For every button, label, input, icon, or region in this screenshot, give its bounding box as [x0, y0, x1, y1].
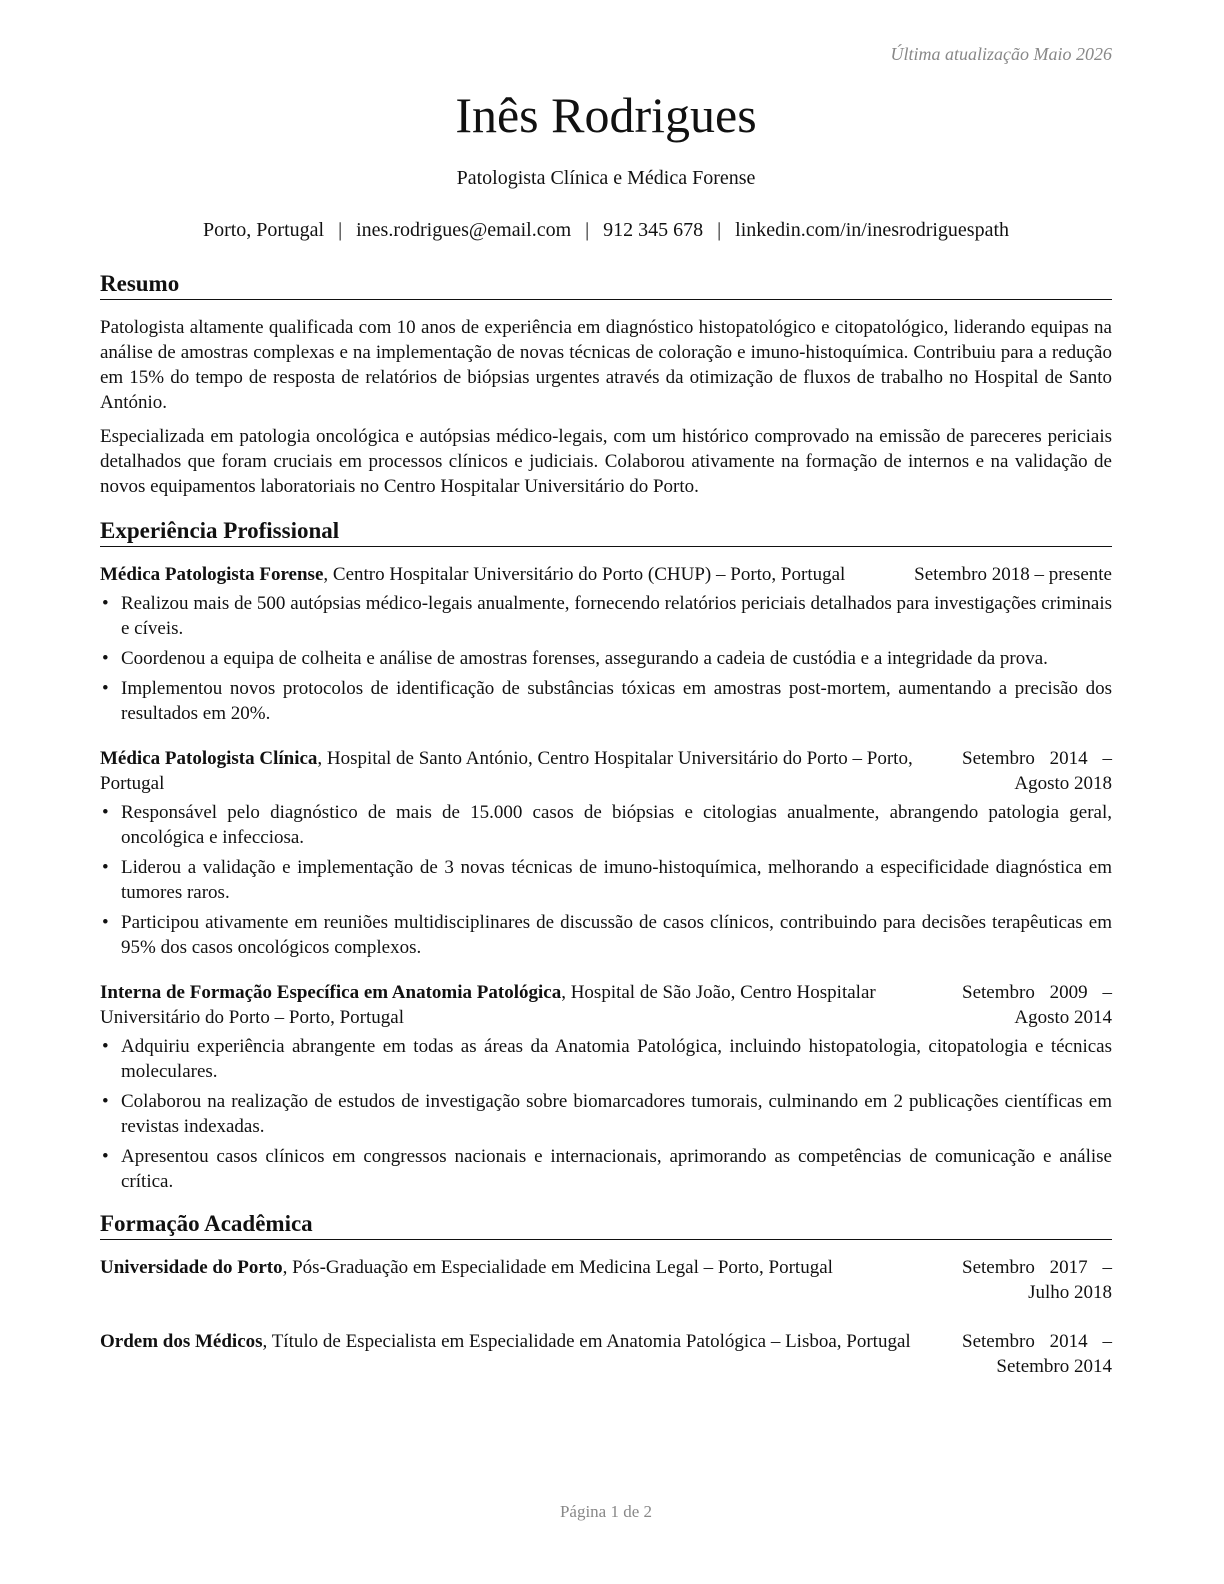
entry-role: Médica Patologista Forense	[100, 564, 324, 585]
candidate-name: Inês Rodrigues	[455, 87, 757, 143]
education-section	[100, 1210, 1112, 1379]
entry-dates: Setembro 2014 – Setembro 2014	[962, 1331, 1112, 1377]
experience-entry	[100, 562, 1112, 726]
summary-paragraph: Patologista altamente qualificada com 10 anos de experiência em diagnóstico histopatológico e citopatológico, liderando equipas na análise de amostras complexas e na implementação de novas técnicas de coloração e imuno-histoquímica. Contribuiu para a redução em 15% do tempo de resposta de relatórios de biópsias urgentes através da otimização de fluxos de trabalho no Hospital de Santo António.	[100, 317, 1112, 413]
entry-details: , Pós-Graduação em Especialidade em Medicina Legal – Porto, Portugal	[282, 1257, 833, 1278]
entry-bullets	[100, 1034, 1112, 1194]
professional-title: Patologista Clínica e Médica Forense	[456, 167, 756, 189]
entry-bullets	[100, 800, 1112, 960]
summary-heading: Resumo	[100, 270, 1112, 300]
contact-separator: |	[717, 219, 722, 241]
page-number: Página 1 de 2	[559, 1502, 653, 1521]
entry-institution: Universidade do Porto	[100, 1257, 283, 1278]
entry-bullets	[100, 591, 1112, 726]
entry-role: Médica Patologista Clínica	[100, 748, 318, 769]
experience-section	[100, 517, 1112, 1194]
entry-details: , Título de Especialista em Especialidade em Anatomia Patológica – Lisboa, Portugal	[262, 1331, 911, 1352]
education-entry	[100, 1329, 1112, 1379]
summary-paragraph: Especializada em patologia oncológica e autópsias médico-legais, com um histórico comprovado na emissão de pareceres periciais detalhados que foram cruciais em processos clínicos e judiciais. Colaborou ativamente na formação de internos e na validação de novos equipamentos laboratoriais no Centro Hospitalar Universitário do Porto.	[100, 426, 1112, 497]
education-entry	[100, 1255, 1112, 1305]
entry-dates: Setembro 2014 – Agosto 2018	[962, 748, 1112, 794]
contact-separator: |	[338, 219, 343, 241]
experience-heading: Experiência Profissional	[100, 517, 1112, 547]
entry-title	[100, 980, 956, 1030]
entry-role: Interna de Formação Específica em Anatomia Patológica	[100, 982, 562, 1003]
entry-title	[100, 1329, 956, 1354]
contact-separator: |	[585, 219, 590, 241]
entry-dates: Setembro 2009 – Agosto 2014	[962, 982, 1112, 1028]
entry-dates: Setembro 2018 – presente	[914, 564, 1112, 585]
summary-section	[100, 270, 1112, 499]
resume-page	[100, 0, 1112, 1584]
entry-details: , Hospital de São João, Centro Hospitalar Universitário do Porto – Porto, Portugal	[100, 982, 876, 1028]
entry-institution: Ordem dos Médicos	[100, 1331, 263, 1352]
list-item: • Adquiriu experiência abrangente em todas as áreas da Anatomia Patológica, incluindo histopatologia, citopatologia e técnicas moleculares.	[100, 1034, 1112, 1084]
contact-linkedin[interactable]: linkedin.com/in/inesrodriguespath	[735, 219, 1010, 241]
list-item: • Participou ativamente em reuniões multidisciplinares de discussão de casos clínicos, contribuindo para decisões terapêuticas em 95% dos casos oncológicos complexos.	[100, 910, 1112, 960]
entry-details: , Centro Hospitalar Universitário do Porto (CHUP) – Porto, Portugal	[323, 564, 846, 585]
education-heading: Formação Acadêmica	[100, 1210, 1112, 1240]
entry-header	[100, 980, 1112, 1030]
experience-entry	[100, 746, 1112, 960]
entry-header	[100, 1329, 1112, 1379]
list-item: • Coordenou a equipa de colheita e análise de amostras forenses, assegurando a cadeia de custódia e a integridade da prova.	[100, 646, 1112, 671]
experience-entry	[100, 980, 1112, 1194]
list-item: • Implementou novos protocolos de identificação de substâncias tóxicas em amostras post-mortem, aumentando a precisão dos resultados em 20%.	[100, 676, 1112, 726]
list-item: • Liderou a validação e implementação de 3 novas técnicas de imuno-histoquímica, melhorando a especificidade diagnóstica em tumores raros.	[100, 855, 1112, 905]
entry-title	[100, 746, 956, 796]
entry-dates: Setembro 2017 – Julho 2018	[962, 1257, 1112, 1303]
entry-title	[100, 562, 908, 587]
contact-location: Porto, Portugal	[202, 219, 325, 241]
entry-title	[100, 1255, 956, 1280]
list-item: • Realizou mais de 500 autópsias médico-legais anualmente, fornecendo relatórios periciais detalhados para investigações criminais e cíveis.	[100, 591, 1112, 641]
list-item: • Colaborou na realização de estudos de investigação sobre biomarcadores tumorais, culminando em 2 publicações científicas em revistas indexadas.	[100, 1089, 1112, 1139]
list-item: • Apresentou casos clínicos em congressos nacionais e internacionais, aprimorando as competências de comunicação e análise crítica.	[100, 1144, 1112, 1194]
entry-header	[100, 562, 1112, 587]
last-updated: Última atualização Maio 2026	[890, 44, 1112, 64]
contact-phone: 912 345 678	[603, 219, 704, 241]
entry-header	[100, 746, 1112, 796]
list-item: • Responsável pelo diagnóstico de mais de 15.000 casos de biópsias e citologias anualmente, abrangendo patologia geral, oncológica e infecciosa.	[100, 800, 1112, 850]
contact-line	[100, 219, 1112, 242]
contact-email[interactable]: ines.rodrigues@email.com	[356, 219, 572, 241]
entry-details: , Hospital de Santo António, Centro Hospitalar Universitário do Porto – Porto, Portugal	[100, 748, 913, 794]
resume-content	[100, 270, 1112, 1379]
entry-header	[100, 1255, 1112, 1305]
